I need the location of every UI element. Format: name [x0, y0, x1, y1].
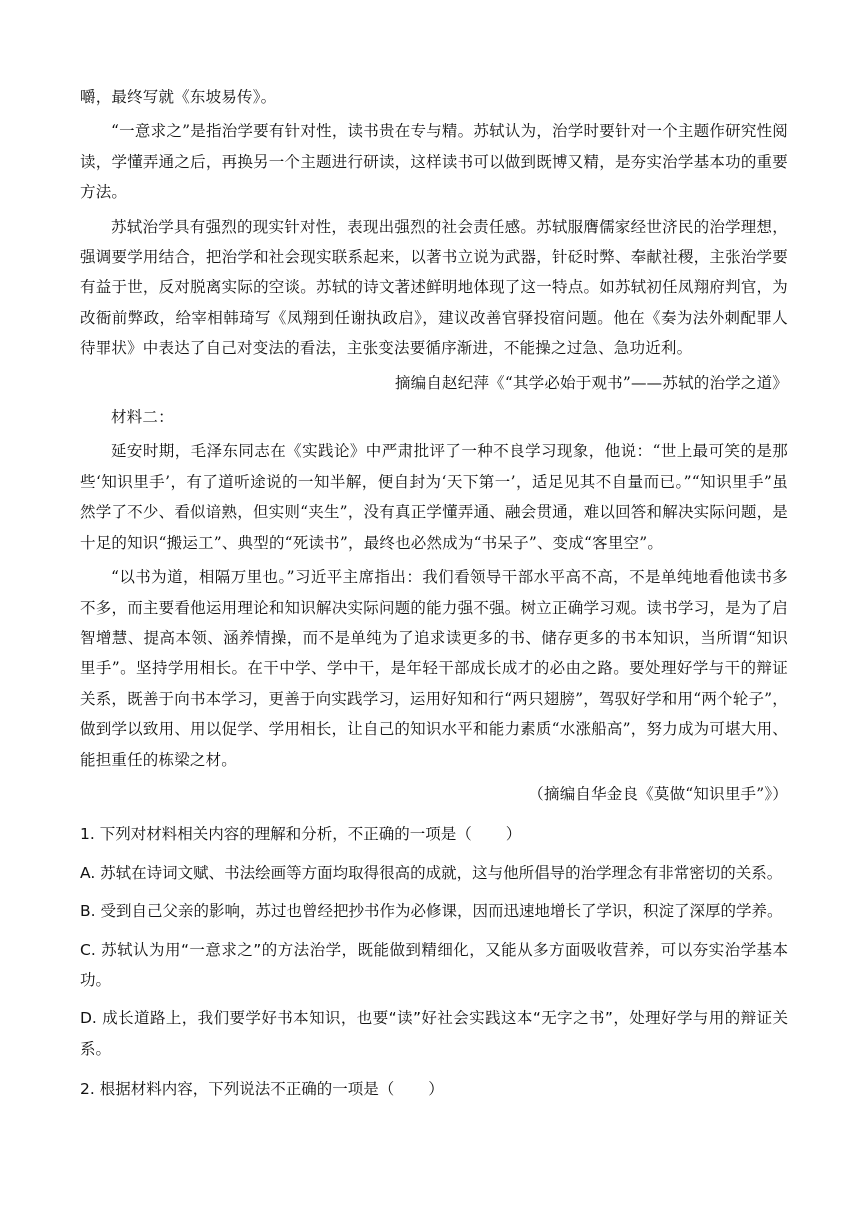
- material-two-heading: 材料二：: [111, 408, 174, 427]
- document-content: [80, 82, 788, 1105]
- question-2-stem-text: 2. 根据材料内容，下列说法不正确的一项是（: [80, 1080, 395, 1099]
- paragraph-shijian-lun: 延安时期，毛泽东同志在《实践论》中严肃批评了一种不良学习现象，他说：“世上最可笑的是那些‘知识里手’，有了道听途说的一知半解，便自封为‘天下第一’，适足见其不自量而已。”“知识里手”虽然学了不少、看似谙熟，但实则“夹生”，没有真正学懂弄通、融会贯通，难以回答和解决实际问题，是十足的知识“搬运工”、典型的“死读书”，最终也必然成为“书呆子”、变成“客里空”。: [80, 442, 788, 552]
- paragraph-realistic-relevance: 苏轼治学具有强烈的现实针对性，表现出强烈的社会责任感。苏轼服膺儒家经世济民的治学理想，强调要学用结合，把治学和社会现实联系起来，以著书立说为武器，针砭时弊、奉献社稷，主张治学要有益于世，反对脱离实际的空谈。苏轼的诗文著述鲜明地体现了这一特点。如苏轼初任凤翔府判官，为改衙前弊政，给宰相韩琦写《凤翔到任谢执政启》，建议改善官驿投宿问题。他在《奏为法外刺配罪人待罪状》中表达了自己对变法的看法，主张变法要循序渐进，不能操之过急、急功近利。: [80, 217, 788, 358]
- paragraph-xi-quote: “以书为道，相隔万里也。”习近平主席指出：我们看领导干部水平高不高，不是单纯地看他读书多不多，而主要看他运用理论和知识解决实际问题的能力强不强。树立正确学习观。读书学习，是为了启智增慧、提高本领、涵养情操，而不是单纯为了追求读更多的书、储存更多的书本知识，当所谓“知识里手”。坚持学用相长。在干中学、学中干，是年轻干部成长成才的必由之路。要处理好学与干的辩证关系，既善于向书本学习，更善于向实践学习，运用好知和行“两只翅膀”，驾驭好学和用“两个轮子”，做到学以致用、用以促学、学用相长，让自己的知识水平和能力素质“水涨船高”，努力成为可堪大用、能担重任的栋梁之材。: [80, 568, 788, 769]
- question-2-stem-close: ）: [428, 1080, 444, 1099]
- question-1-option-d: D. 成长道路上，我们要学好书本知识，也要“读”好社会实践这本“无字之书”，处理好学与用的辩证关系。: [80, 1009, 788, 1058]
- question-2-stem: [80, 1074, 788, 1104]
- question-2: [80, 1074, 788, 1104]
- question-1-stem: [80, 819, 788, 849]
- paragraph-yiyi-qiuzhi: “一意求之”是指治学要有针对性，读书贵在专与精。苏轼认为，治学时要针对一个主题作研究性阅读，学懂弄通之后，再换另一个主题进行研读，这样读书可以做到既博又精，是夯实治学基本功的重要方法。: [80, 122, 788, 202]
- source-citation-material-one: 摘编自赵纪萍《“其学必始于观书”——苏轼的治学之道》: [394, 373, 788, 392]
- question-1-stem-text: 1. 下列对材料相关内容的理解和分析，不正确的一项是（: [80, 825, 472, 844]
- question-1-option-c: C. 苏轼认为用“一意求之”的方法治学，既能做到精细化，又能从多方面吸收营养，可以夯实治学基本功。: [80, 940, 788, 989]
- source-citation-material-two: （摘编自华金良《莫做“知识里手”》）: [528, 784, 788, 803]
- question-1-stem-close: ）: [505, 825, 522, 844]
- question-1-option-b: B. 受到自己父亲的影响，苏过也曾经把抄书作为必修课，因而迅速地增长了学识，积淀了深厚的学养。: [80, 902, 783, 921]
- question-1-option-a: A. 苏轼在诗词文赋、书法绘画等方面均取得很高的成就，这与他所倡导的治学理念有非常密切的关系。: [80, 863, 783, 882]
- question-1: [80, 819, 788, 1064]
- paragraph-continuation: 嚼，最终写就《东坡易传》。: [80, 88, 277, 106]
